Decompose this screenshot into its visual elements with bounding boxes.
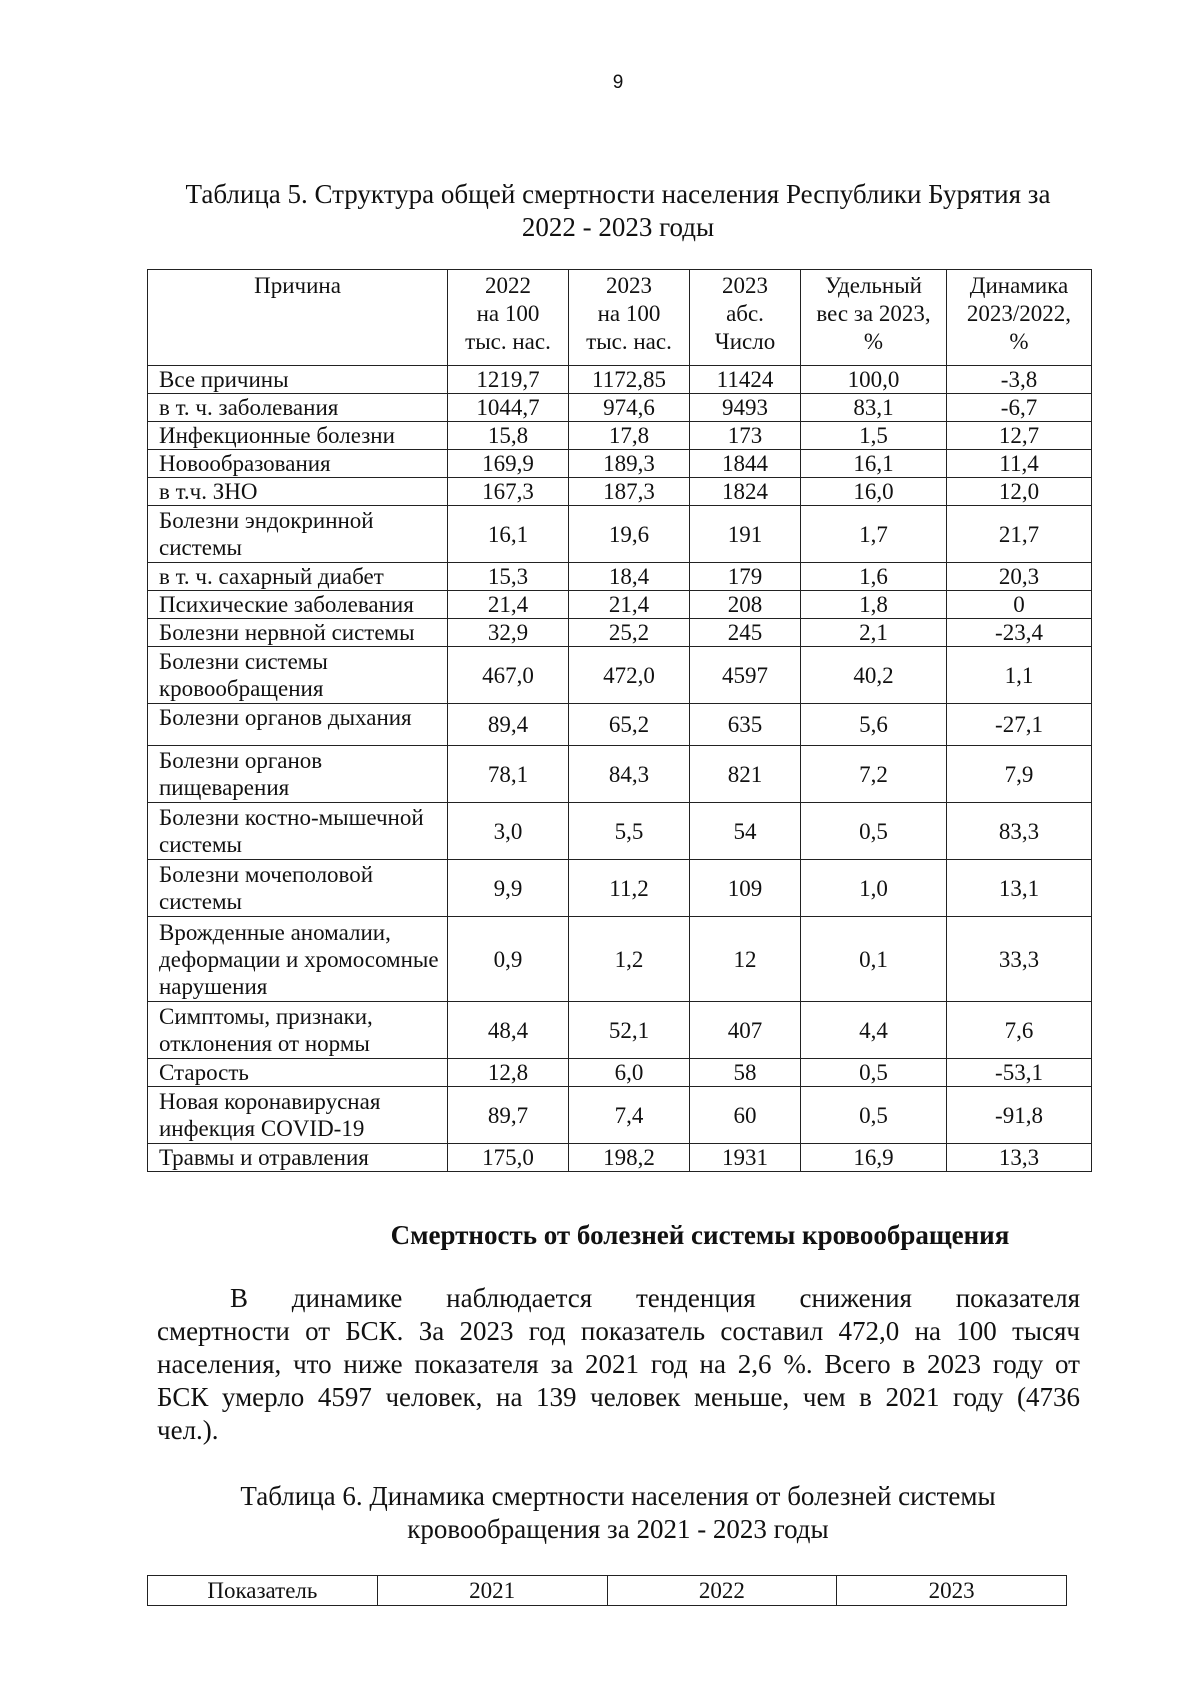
rate-2023-cell: 6,0 [569,1059,690,1087]
dynamics-cell: 13,3 [947,1144,1092,1172]
share-cell: 100,0 [801,366,947,394]
abs-count-cell: 12 [690,917,801,1002]
table6-caption-line: Таблица 6. Динамика смертности населения от болезней системы [240,1481,996,1511]
rate-2022-cell: 175,0 [448,1144,569,1172]
abs-count-cell: 1931 [690,1144,801,1172]
rate-2022-cell: 78,1 [448,746,569,803]
table-row [148,422,1092,450]
table-row [148,591,1092,619]
table-header-row [148,270,1092,366]
dynamics-cell: 12,7 [947,422,1092,450]
cause-cell: Инфекционные болезни [148,422,448,450]
rate-2022-cell: 1219,7 [448,366,569,394]
share-cell: 0,5 [801,803,947,860]
dynamics-cell: -27,1 [947,704,1092,746]
table-row [148,647,1092,704]
table-header-row [148,1576,1067,1606]
table-row [148,1087,1092,1144]
abs-count-cell: 60 [690,1087,801,1144]
dynamics-cell: 33,3 [947,917,1092,1002]
header-2023-abs: 2023 абс. Число [690,270,801,366]
rate-2022-cell: 48,4 [448,1002,569,1059]
cause-cell: Болезни мочеполовой системы [148,860,448,917]
cause-cell: Врожденные аномалии, деформации и хромосомные нарушения [148,917,448,1002]
table-row [148,1144,1092,1172]
rate-2022-cell: 9,9 [448,860,569,917]
share-cell: 83,1 [801,394,947,422]
table-row [148,917,1092,1002]
table5-caption-line: Таблица 5. Структура общей смертности населения Республики Бурятия за [185,179,1051,209]
rate-2022-cell: 167,3 [448,478,569,506]
table-row [148,1059,1092,1087]
rate-2023-cell: 974,6 [569,394,690,422]
header-dynamics: Динамика 2023/2022, % [947,270,1092,366]
dynamics-cell: 21,7 [947,506,1092,563]
table-row [148,704,1092,746]
share-cell: 16,1 [801,450,947,478]
header-share: Удельный вес за 2023, % [801,270,947,366]
table6-caption-line: кровообращения за 2021 - 2023 годы [407,1514,829,1544]
share-cell: 1,6 [801,563,947,591]
section-heading: Смертность от болезней системы кровообращения [390,1220,1010,1250]
cause-cell: Симптомы, признаки, отклонения от нормы [148,1002,448,1059]
rate-2022-cell: 89,4 [448,704,569,746]
rate-2023-cell: 189,3 [569,450,690,478]
header-2021: 2021 [377,1576,607,1606]
section-paragraph [157,1282,1080,1447]
share-cell: 4,4 [801,1002,947,1059]
table-row [148,506,1092,563]
mortality-structure-table [147,269,1092,1172]
table5-caption [150,178,1086,244]
share-cell: 1,0 [801,860,947,917]
share-cell: 2,1 [801,619,947,647]
cause-cell: Травмы и отравления [148,1144,448,1172]
rate-2023-cell: 187,3 [569,478,690,506]
paragraph-line: населения, что ниже показателя за 2021 год на 2,6 %. Всего в 2023 году от [157,1349,1080,1379]
table-row [148,563,1092,591]
dynamics-cell: 0 [947,591,1092,619]
abs-count-cell: 179 [690,563,801,591]
cause-cell: Новая коронавирусная инфекция COVID-19 [148,1087,448,1144]
share-cell: 1,7 [801,506,947,563]
dynamics-cell: -91,8 [947,1087,1092,1144]
header-2023: 2023 [837,1576,1067,1606]
paragraph-line: БСК умерло 4597 человек, на 139 человек меньше, чем в 2021 году (4736 [157,1382,1080,1412]
share-cell: 1,8 [801,591,947,619]
rate-2022-cell: 16,1 [448,506,569,563]
rate-2022-cell: 169,9 [448,450,569,478]
cause-cell: Болезни нервной системы [148,619,448,647]
abs-count-cell: 1844 [690,450,801,478]
share-cell: 7,2 [801,746,947,803]
share-cell: 16,0 [801,478,947,506]
cause-cell: Болезни органов дыхания [148,704,448,746]
header-2023-rate: 2023 на 100 тыс. нас. [569,270,690,366]
cause-cell: в т. ч. сахарный диабет [148,563,448,591]
paragraph-line: чел.). [157,1415,219,1445]
dynamics-cell: -3,8 [947,366,1092,394]
dynamics-cell: -53,1 [947,1059,1092,1087]
cardiovascular-dynamics-table [147,1575,1067,1606]
rate-2022-cell: 1044,7 [448,394,569,422]
page-number: 9 [612,72,624,93]
abs-count-cell: 11424 [690,366,801,394]
table-row [148,366,1092,394]
dynamics-cell: -6,7 [947,394,1092,422]
header-2022: 2022 [607,1576,837,1606]
rate-2023-cell: 18,4 [569,563,690,591]
table-row [148,803,1092,860]
cause-cell: в т. ч. заболевания [148,394,448,422]
rate-2022-cell: 21,4 [448,591,569,619]
dynamics-cell: 11,4 [947,450,1092,478]
abs-count-cell: 109 [690,860,801,917]
table-row [148,394,1092,422]
abs-count-cell: 1824 [690,478,801,506]
share-cell: 0,5 [801,1059,947,1087]
rate-2023-cell: 11,2 [569,860,690,917]
table6-caption [150,1480,1086,1546]
cause-cell: Болезни эндокринной системы [148,506,448,563]
abs-count-cell: 9493 [690,394,801,422]
abs-count-cell: 54 [690,803,801,860]
abs-count-cell: 173 [690,422,801,450]
rate-2023-cell: 7,4 [569,1087,690,1144]
paragraph-line: смертности от БСК. За 2023 год показатель составил 472,0 на 100 тысяч [157,1316,1080,1346]
rate-2022-cell: 3,0 [448,803,569,860]
abs-count-cell: 821 [690,746,801,803]
header-2022-rate: 2022 на 100 тыс. нас. [448,270,569,366]
table-row [148,860,1092,917]
table-row [148,478,1092,506]
rate-2022-cell: 15,8 [448,422,569,450]
paragraph-line: В динамике наблюдается тенденция снижения показателя [230,1283,1080,1313]
table-row [148,1002,1092,1059]
abs-count-cell: 208 [690,591,801,619]
dynamics-cell: 1,1 [947,647,1092,704]
table-row [148,619,1092,647]
dynamics-cell: 20,3 [947,563,1092,591]
share-cell: 0,5 [801,1087,947,1144]
share-cell: 40,2 [801,647,947,704]
dynamics-cell: 83,3 [947,803,1092,860]
dynamics-cell: -23,4 [947,619,1092,647]
cause-cell: в т.ч. ЗНО [148,478,448,506]
share-cell: 0,1 [801,917,947,1002]
table5-caption-line: 2022 - 2023 годы [521,212,715,242]
abs-count-cell: 407 [690,1002,801,1059]
dynamics-cell: 13,1 [947,860,1092,917]
cause-cell: Старость [148,1059,448,1087]
abs-count-cell: 58 [690,1059,801,1087]
abs-count-cell: 245 [690,619,801,647]
cause-cell: Все причины [148,366,448,394]
rate-2023-cell: 5,5 [569,803,690,860]
header-indicator: Показатель [148,1576,378,1606]
share-cell: 16,9 [801,1144,947,1172]
abs-count-cell: 635 [690,704,801,746]
cause-cell: Психические заболевания [148,591,448,619]
abs-count-cell: 191 [690,506,801,563]
cause-cell: Болезни органов пищеварения [148,746,448,803]
cause-cell: Новообразования [148,450,448,478]
dynamics-cell: 12,0 [947,478,1092,506]
rate-2023-cell: 65,2 [569,704,690,746]
rate-2023-cell: 21,4 [569,591,690,619]
rate-2022-cell: 15,3 [448,563,569,591]
share-cell: 5,6 [801,704,947,746]
dynamics-cell: 7,9 [947,746,1092,803]
rate-2022-cell: 467,0 [448,647,569,704]
rate-2022-cell: 89,7 [448,1087,569,1144]
rate-2023-cell: 198,2 [569,1144,690,1172]
rate-2022-cell: 12,8 [448,1059,569,1087]
cause-cell: Болезни системы кровообращения [148,647,448,704]
cause-cell: Болезни костно-мышечной системы [148,803,448,860]
rate-2023-cell: 17,8 [569,422,690,450]
table-row [148,746,1092,803]
rate-2023-cell: 1,2 [569,917,690,1002]
rate-2023-cell: 472,0 [569,647,690,704]
header-cause: Причина [148,270,448,366]
rate-2023-cell: 25,2 [569,619,690,647]
abs-count-cell: 4597 [690,647,801,704]
table-row [148,450,1092,478]
dynamics-cell: 7,6 [947,1002,1092,1059]
rate-2023-cell: 52,1 [569,1002,690,1059]
rate-2023-cell: 84,3 [569,746,690,803]
rate-2022-cell: 0,9 [448,917,569,1002]
rate-2022-cell: 32,9 [448,619,569,647]
rate-2023-cell: 19,6 [569,506,690,563]
share-cell: 1,5 [801,422,947,450]
rate-2023-cell: 1172,85 [569,366,690,394]
